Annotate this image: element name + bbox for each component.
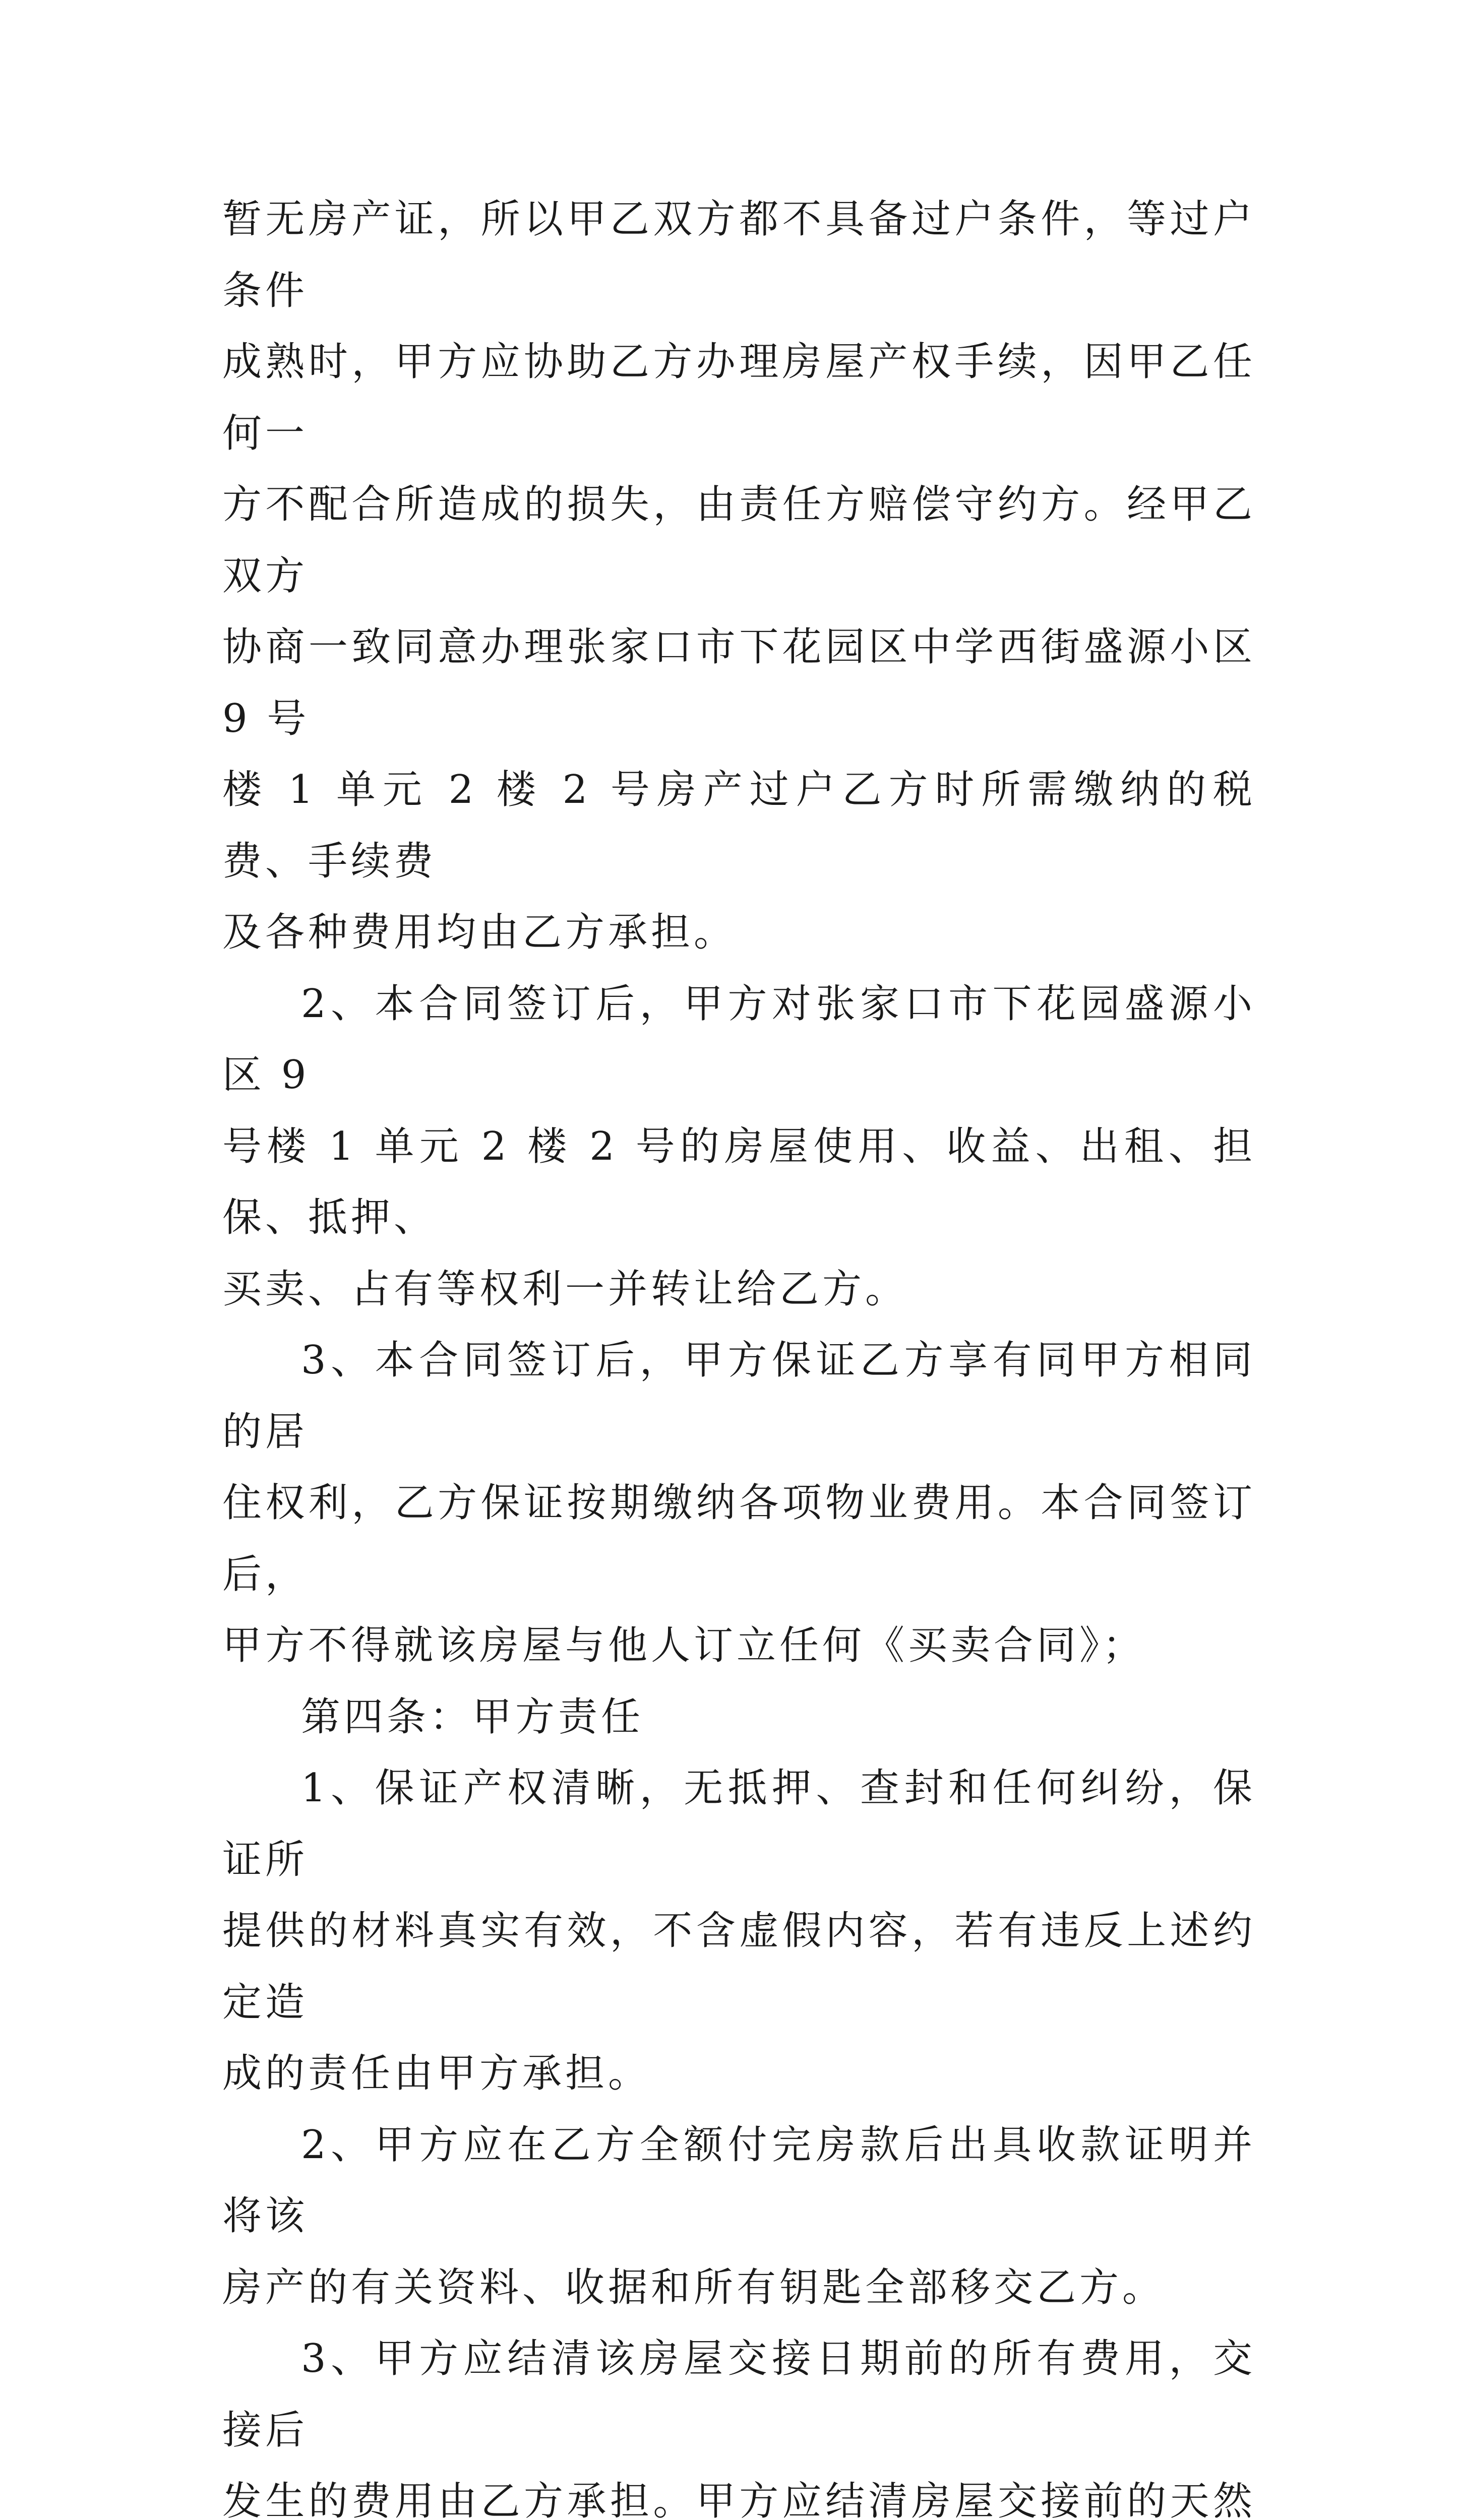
clause-3-residence-rights [222,1325,1256,1682]
text-line: 房产的有关资料、收据和所有钥匙全部移交乙方。 [222,2264,1166,2310]
section-heading: 第四条：甲方责任 [301,1694,644,1740]
party-a-duty-3 [222,2323,1256,2520]
text-line: 住权利，乙方保证按期缴纳各项物业费用。本合同签订后， [222,1480,1256,1597]
text-line: 暂无房产证，所以甲乙双方都不具备过户条件，等过户条件 [222,197,1256,313]
text-line: 提供的材料真实有效，不含虚假内容，若有违反上述约定造 [222,1908,1256,2025]
text-line: 3、甲方应结清该房屋交接日期前的所有费用，交接后 [222,2336,1256,2453]
text-line: 协商一致同意办理张家口市下花园区中学西街盛源小区 9 号 [222,624,1256,741]
text-line: 号楼 1 单元 2 楼 2 号的房屋使用、收益、出租、担保、抵押、 [222,1123,1256,1240]
text-line: 3、本合同签订后，甲方保证乙方享有同甲方相同的居 [222,1338,1256,1455]
text-line: 成的责任由甲方承担。 [222,2051,651,2096]
article-4-heading [222,1682,1256,1753]
clause-2-rights-transfer [222,969,1256,1326]
text-line: 及各种费用均由乙方承担。 [222,910,737,955]
text-line: 1、保证产权清晰，无抵押、查封和任何纠纷，保证所 [222,1766,1256,1882]
contract-text [222,184,1256,2520]
text-line: 甲方不得就该房屋与他人订立任何《买卖合同》； [222,1623,1146,1668]
text-line: 发生的费用由乙方承担。甲方应结清房屋交接前的天然 [222,2479,1256,2520]
text-line: 买卖、占有等权利一并转让给乙方。 [222,1266,908,1312]
text-line: 成熟时，甲方应协助乙方办理房屋产权手续，因甲乙任何一 [222,339,1256,456]
party-a-duty-2 [222,2110,1256,2324]
party-a-duty-1 [222,1753,1256,2110]
text-line: 2、甲方应在乙方全额付完房款后出具收款证明并将该 [222,2122,1256,2239]
text-line: 方不配合所造成的损失，由责任方赔偿守约方。经甲乙双方 [222,482,1256,599]
paragraph-transfer-conditions [222,184,1256,969]
text-line: 2、本合同签订后，甲方对张家口市下花园盛源小区 9 [222,981,1256,1098]
text-line: 楼 1 单元 2 楼 2 号房产过户乙方时所需缴纳的税费、手续费 [222,767,1256,884]
